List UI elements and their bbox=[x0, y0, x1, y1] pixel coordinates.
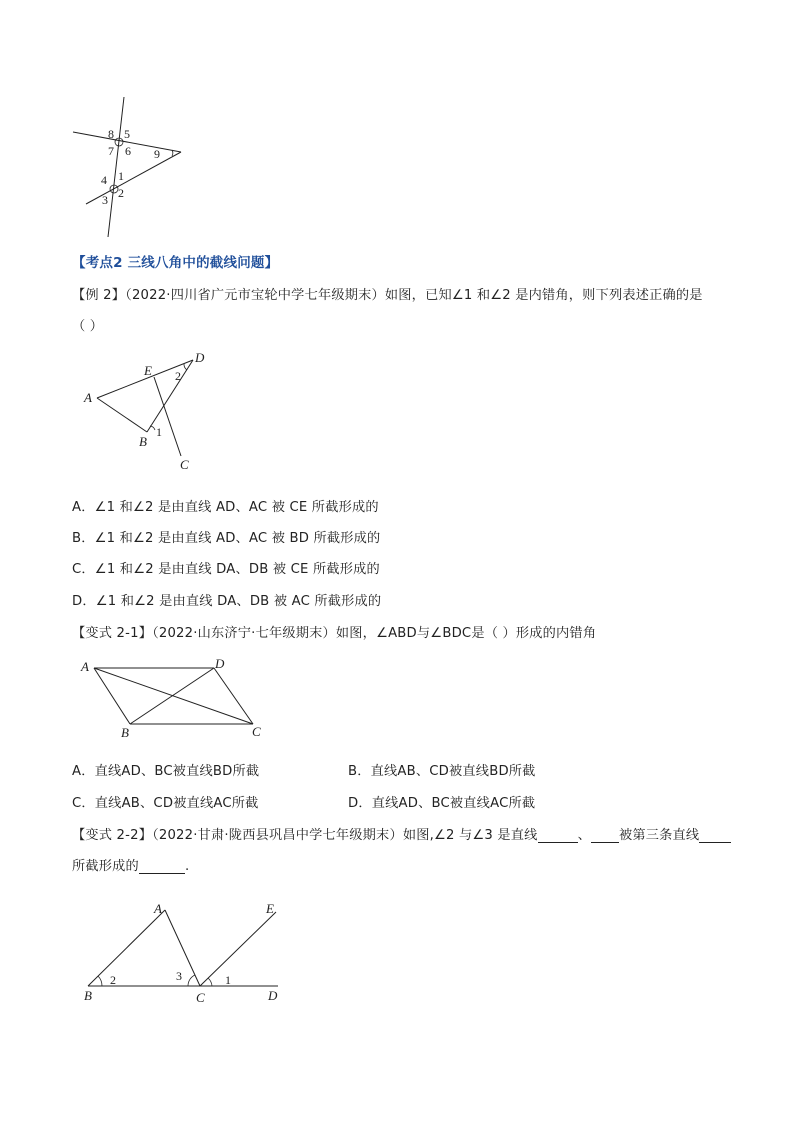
variant22-source: （2022·甘肃·陇西县巩昌中学七年级期末） bbox=[152, 828, 403, 843]
angle-label-4: 4 bbox=[101, 173, 107, 187]
angle-label-7: 7 bbox=[108, 144, 114, 158]
example2-text: 如图，已知∠1 和∠2 是内错角，则下列表述正确的是 bbox=[384, 288, 703, 303]
option-text: 直线AB、CD被直线BD所截 bbox=[370, 764, 536, 779]
point-label-B: B bbox=[84, 988, 92, 1003]
angle-label-6: 6 bbox=[125, 144, 131, 158]
option-letter: A． bbox=[72, 764, 95, 779]
option-text: ∠1 和∠2 是由直线 AD、AC 被 CE 所截形成的 bbox=[94, 500, 379, 515]
segment-DC bbox=[214, 668, 253, 724]
line-vertical bbox=[108, 97, 124, 237]
segment-BD bbox=[147, 360, 193, 432]
angle-label-9: 9 bbox=[154, 147, 160, 161]
point-label-E: E bbox=[266, 901, 274, 916]
angle-arc-2 bbox=[98, 976, 102, 986]
blank-angle-type[interactable] bbox=[139, 861, 185, 874]
example2-option-a[interactable] bbox=[72, 496, 379, 515]
figure-three-lines bbox=[68, 92, 188, 242]
segment-AB bbox=[97, 398, 147, 432]
point-label-A: A bbox=[154, 901, 162, 916]
variant21-text: 如图，∠ABD与∠BDC是（ ）形成的内错角 bbox=[335, 626, 597, 641]
option-text: ∠1 和∠2 是由直线 DA、DB 被 CE 所截形成的 bbox=[94, 562, 380, 577]
segment-BA bbox=[88, 910, 165, 986]
variant21-option-a[interactable] bbox=[72, 760, 259, 779]
angle-label-1: 1 bbox=[156, 425, 162, 439]
variant21-tag: 【变式 2-1】 bbox=[72, 626, 153, 641]
example2-answer-paren: （ ） bbox=[72, 319, 104, 334]
variant22-question-line2 bbox=[72, 855, 189, 874]
figure-variant21 bbox=[78, 654, 278, 744]
variant21-source: （2022·山东济宁·七年级期末） bbox=[152, 626, 336, 641]
angle-label-2: 2 bbox=[118, 186, 124, 200]
point-label-D: D bbox=[215, 656, 225, 671]
segment-AB bbox=[94, 668, 130, 724]
angle-label-1: 1 bbox=[118, 169, 124, 183]
variant21-question bbox=[72, 622, 596, 641]
variant21-option-b[interactable] bbox=[348, 760, 536, 779]
angle-label-3: 3 bbox=[102, 193, 108, 207]
option-letter: D． bbox=[72, 594, 96, 609]
example2-source: （2022·四川省广元市宝轮中学七年级期末） bbox=[125, 288, 385, 303]
angle-label-2: 2 bbox=[110, 973, 116, 987]
point-label-C: C bbox=[252, 724, 261, 739]
example2-tag: 【例 2】 bbox=[72, 288, 126, 303]
option-text: 直线AB、CD被直线AC所截 bbox=[94, 796, 259, 811]
option-letter: B． bbox=[348, 764, 371, 779]
segment-CE bbox=[200, 912, 276, 986]
option-text: ∠1 和∠2 是由直线 DA、DB 被 AC 所截形成的 bbox=[95, 594, 382, 609]
segment-EC bbox=[154, 377, 181, 456]
option-letter: C． bbox=[72, 796, 95, 811]
example2-option-d[interactable] bbox=[72, 590, 381, 609]
variant22-question-line1 bbox=[72, 824, 731, 843]
angle-label-1: 1 bbox=[225, 973, 231, 987]
point-label-D: D bbox=[195, 350, 205, 365]
blank-transversal[interactable] bbox=[699, 830, 731, 843]
option-letter: C． bbox=[72, 562, 95, 577]
option-letter: D． bbox=[348, 796, 372, 811]
variant22-text1: 如图,∠2 与∠3 是直线 bbox=[402, 828, 538, 843]
section-heading: 【考点2 三线八角中的截线问题】 bbox=[72, 255, 279, 271]
example2-option-b[interactable] bbox=[72, 527, 380, 546]
blank-line-1[interactable] bbox=[538, 830, 578, 843]
figure-variant22 bbox=[78, 898, 288, 1010]
point-label-D: D bbox=[268, 988, 278, 1003]
angle-label-5: 5 bbox=[124, 127, 130, 141]
point-label-E: E bbox=[144, 363, 152, 378]
variant22-text2: 被第三条直线 bbox=[618, 828, 700, 843]
option-letter: B． bbox=[72, 531, 95, 546]
angle-label-3: 3 bbox=[176, 969, 182, 983]
point-label-C: C bbox=[196, 990, 205, 1005]
point-label-B: B bbox=[121, 725, 129, 740]
segment-AC bbox=[165, 910, 200, 986]
option-text: 直线AD、BC被直线AC所截 bbox=[371, 796, 536, 811]
option-letter: A． bbox=[72, 500, 95, 515]
blank-line-2[interactable] bbox=[591, 830, 619, 843]
variant22-tag: 【变式 2-2】 bbox=[72, 828, 153, 843]
angle-arc-9 bbox=[172, 150, 173, 156]
variant21-option-c[interactable] bbox=[72, 792, 259, 811]
example2-question bbox=[72, 284, 703, 303]
angle-arc-3 bbox=[188, 975, 195, 986]
point-label-C: C bbox=[180, 457, 189, 472]
segment-AC bbox=[94, 668, 253, 724]
angle-arc-1 bbox=[208, 978, 212, 986]
point-label-A: A bbox=[84, 390, 92, 405]
option-text: 直线AD、BC被直线BD所截 bbox=[94, 764, 260, 779]
example2-option-c[interactable] bbox=[72, 558, 380, 577]
angle-arc-2 bbox=[184, 364, 187, 370]
variant22-end: . bbox=[184, 859, 190, 874]
angle-label-2: 2 bbox=[175, 369, 181, 383]
variant22-text3: 所截形成的 bbox=[72, 859, 139, 874]
figure-example2 bbox=[80, 348, 215, 473]
point-label-A: A bbox=[81, 659, 89, 674]
angle-label-8: 8 bbox=[108, 127, 114, 141]
point-label-B: B bbox=[139, 434, 147, 449]
variant22-sep: 、 bbox=[577, 828, 591, 843]
option-text: ∠1 和∠2 是由直线 AD、AC 被 BD 所截形成的 bbox=[94, 531, 381, 546]
variant21-option-d[interactable] bbox=[348, 792, 535, 811]
